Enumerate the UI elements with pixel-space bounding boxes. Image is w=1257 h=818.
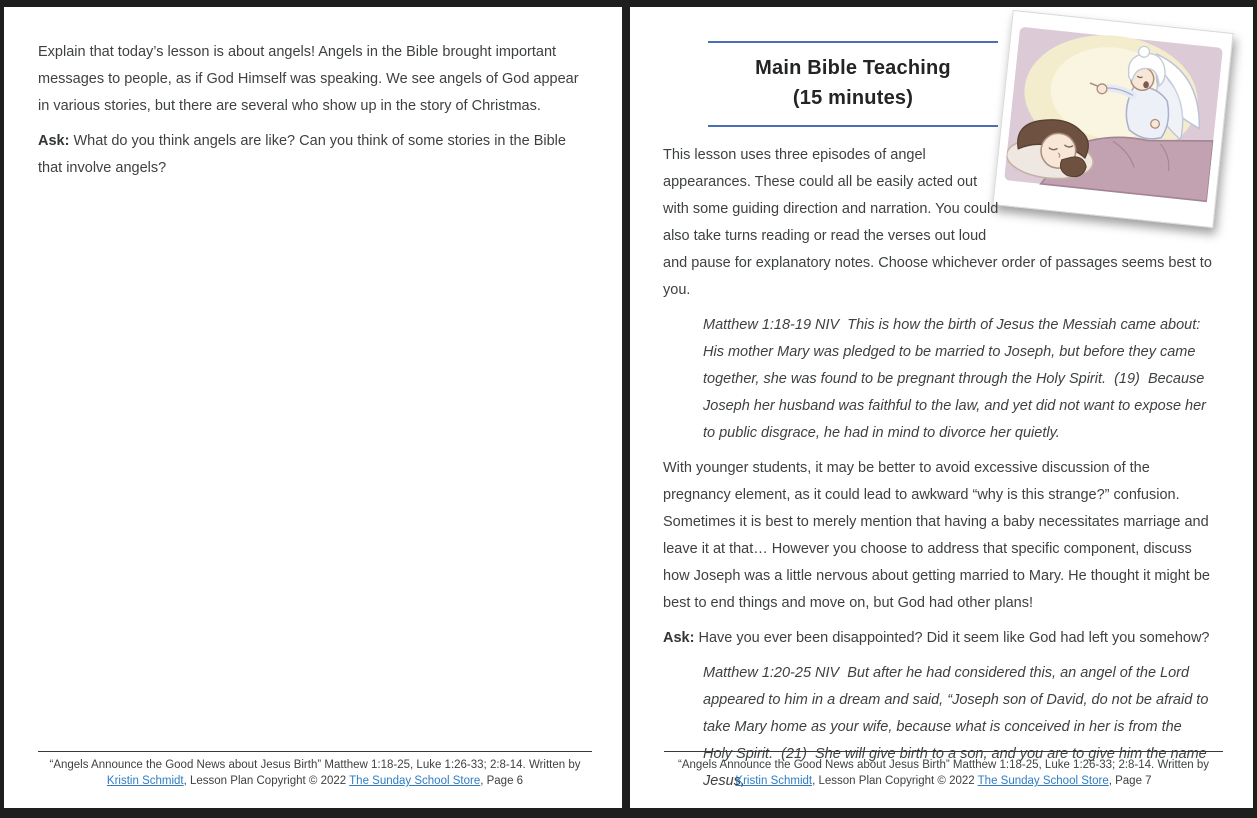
store-link[interactable]: The Sunday School Store [977,775,1109,787]
ask-label: Ask: [38,133,70,149]
ask-paragraph [38,128,590,182]
author-link[interactable]: Kristin Schmidt [735,775,813,787]
section-duration: (15 minutes) [792,87,914,109]
page-number: , Page 6 [480,775,524,787]
ask-paragraph [663,625,1213,652]
right-page-footer [664,751,1223,789]
ask-label: Ask: [663,630,695,646]
lesson-intro-paragraph [663,142,1213,304]
left-page [4,7,622,808]
lesson-intro-text: This lesson uses three episodes of angel appearances. These could all be easily acted out with some guiding direction and narration. You could also take turns reading or read the verses out loud and pause for explanatory notes. Choose whichever order of passages seems best to you. [663,147,1212,298]
right-page [630,7,1253,808]
section-title: Main Bible Teaching [755,57,951,79]
scripture-quote-2: Matthew 1:20-25 NIV But after he had considered this, an angel of the Lord appeared to him in a dream and said, “Joseph son of David, do not be afraid to take Mary home as your wife, because what is conceived in her is from the Holy Spirit. (21) She will give birth to a son, and you are to give him the name Jesus, [703,665,1213,789]
page-number: , Page 7 [1108,775,1152,787]
footer-citation-text: “Angels Announce the Good News about Jesus Birth” Matthew 1:18-25, Luke 1:26-33; 2:8-14. Written by [677,759,1209,771]
scripture-quote-1: Matthew 1:18-19 NIV This is how the birth of Jesus the Messiah came about: His mother Mary was pledged to be married to Joseph, but before they came together, she was found to be pregnant through the Holy Spirit. (19) Because Joseph her husband was faithful to the law, and yet did not want to expose her to public disgrace, he had in mind to divorce her quietly. [703,317,1211,441]
right-page-content [630,41,1253,795]
footer-citation-text: “Angels Announce the Good News about Jesus Birth” Matthew 1:18-25, Luke 1:26-33; 2:8-14. Written by [49,759,581,771]
footer-copyright-text: , Lesson Plan Copyright © 2022 [183,775,350,787]
left-page-footer [38,751,592,789]
teacher-note-paragraph: With younger students, it may be better to avoid excessive discussion of the pregnancy element, as it could lead to awkward “why is this strange?” confusion. Sometimes it is best to merely mention that having a baby necessitates marriage and leave it at that… However you choose to address that specific component, discuss how Joseph was a little nervous about getting married to Mary. He thought it might be best to end things and move on, but God had other plans! [663,460,1210,611]
image-float-spacer [1001,142,1213,224]
store-link[interactable]: The Sunday School Store [349,775,481,787]
footer-copyright-text: , Lesson Plan Copyright © 2022 [812,775,978,787]
ask-question-text: What do you think angels are like? Can you think of some stories in the Bible that involve angels? [38,133,566,176]
intro-paragraph: Explain that today’s lesson is about angels! Angels in the Bible brought important messages to people, as if God Himself was speaking. We see angels of God appear in various stories, but there are several who show up in the story of Christmas. [38,44,579,114]
left-page-content [4,7,622,182]
section-heading-block [708,41,998,127]
author-link[interactable]: Kristin Schmidt [106,775,184,787]
ask-question-text: Have you ever been disappointed? Did it seem like God had left you somehow? [698,630,1210,646]
